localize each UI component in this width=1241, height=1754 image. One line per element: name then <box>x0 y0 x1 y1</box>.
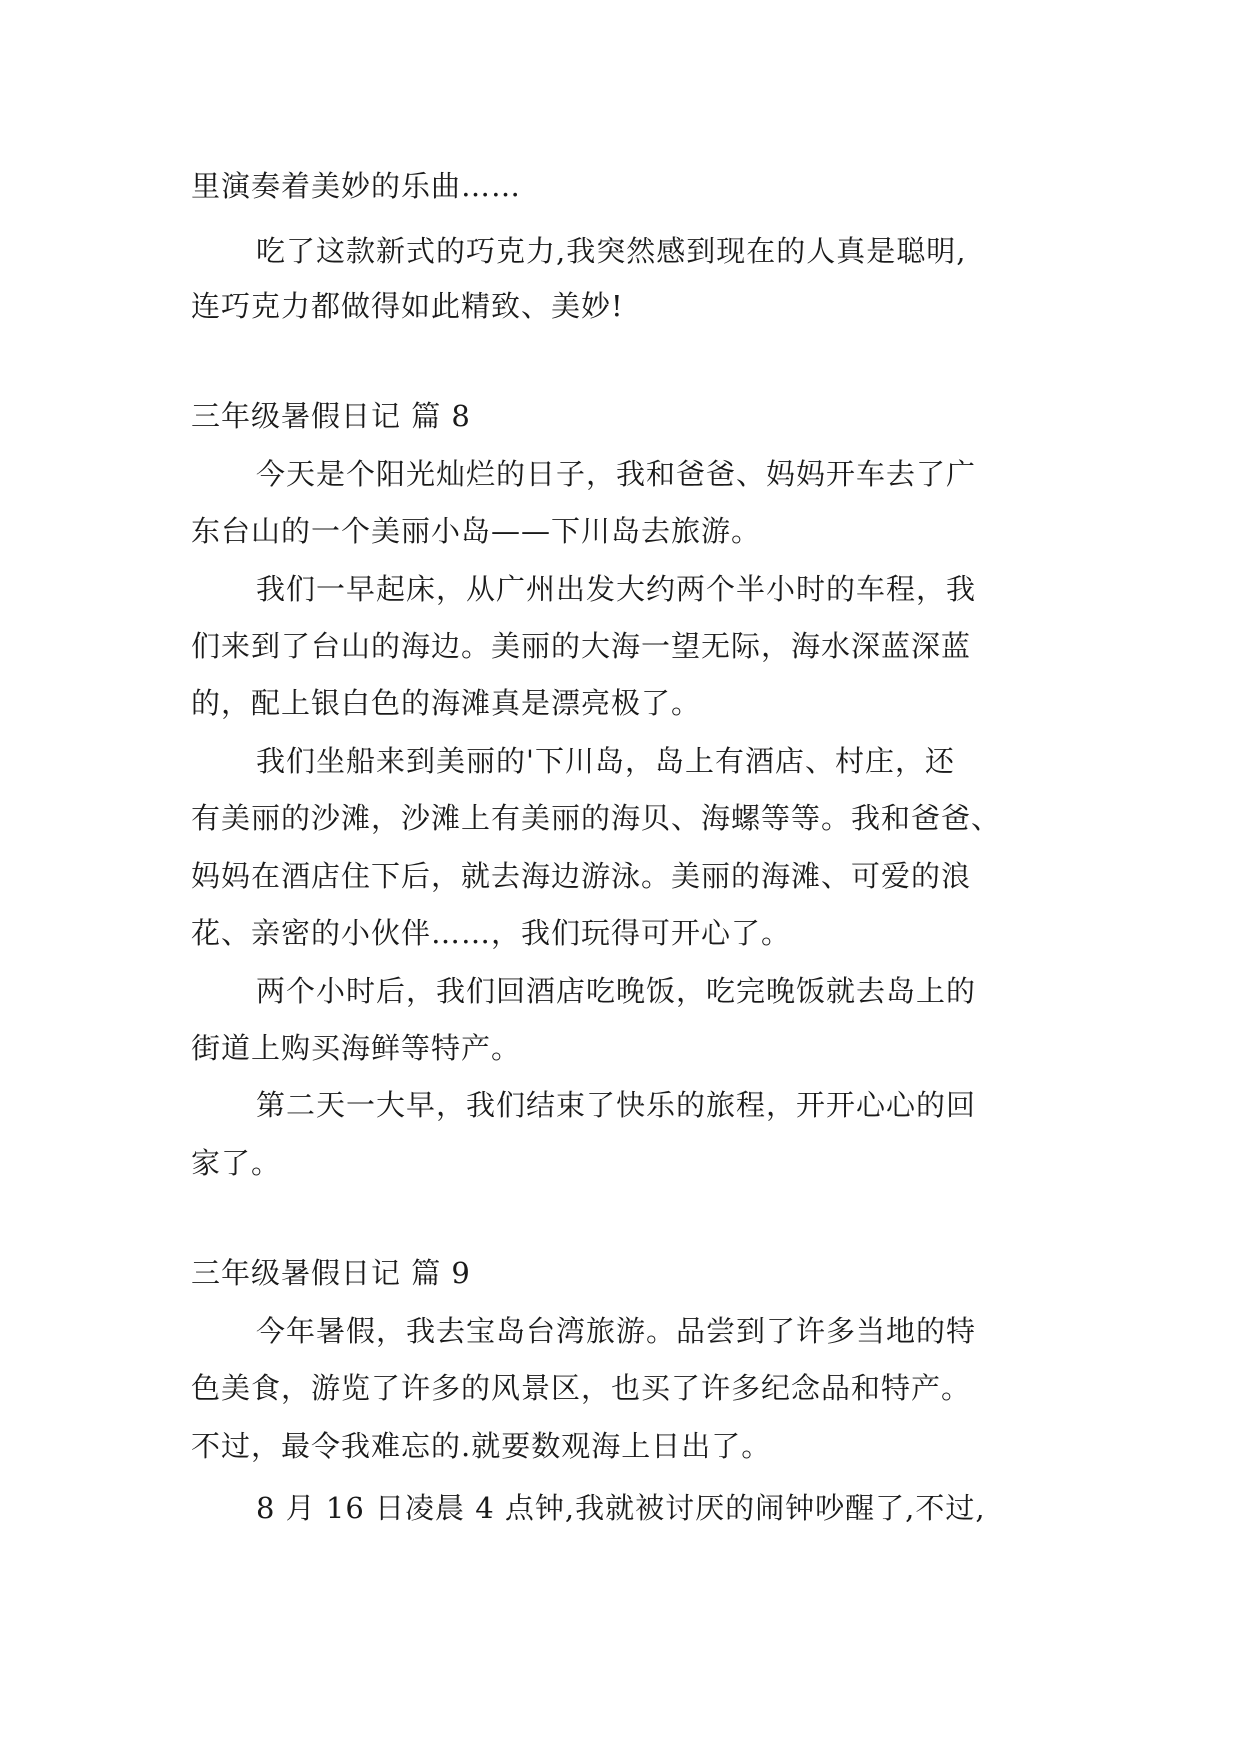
text-line: 不过，最令我难忘的.就要数观海上日出了。 <box>191 1429 772 1463</box>
text-line: 我们一早起床，从广州出发大约两个半小时的车程，我 <box>256 572 977 606</box>
text-line: 今天是个阳光灿烂的日子，我和爸爸、妈妈开车去了广 <box>256 457 977 491</box>
text-line: 们来到了台山的海边。美丽的大海一望无际，海水深蓝深蓝 <box>191 629 972 663</box>
text-line: 妈妈在酒店住下后，就去海边游泳。美丽的海滩、可爱的浪 <box>191 859 972 893</box>
text-line: 里演奏着美妙的乐曲…… <box>191 169 522 203</box>
text-line: 今年暑假，我去宝岛台湾旅游。品尝到了许多当地的特 <box>256 1314 977 1348</box>
section-heading: 三年级暑假日记 篇 9 <box>191 1256 471 1290</box>
section-heading: 三年级暑假日记 篇 8 <box>191 399 471 433</box>
text-line: 家了。 <box>191 1146 282 1180</box>
text-line: 东台山的一个美丽小岛——下川岛去旅游。 <box>191 514 762 548</box>
text-line: 有美丽的沙滩，沙滩上有美丽的海贝、海螺等等。我和爸爸、 <box>191 801 1002 835</box>
text-line: 8 月 16 日凌晨 4 点钟,我就被讨厌的闹钟吵醒了,不过, <box>256 1491 986 1525</box>
text-line: 两个小时后，我们回酒店吃晚饭，吃完晚饭就去岛上的 <box>256 974 977 1008</box>
text-line: 街道上购买海鲜等特产。 <box>191 1031 522 1065</box>
text-line: 吃了这款新式的巧克力,我突然感到现在的人真是聪明, <box>256 234 967 268</box>
text-line: 第二天一大早，我们结束了快乐的旅程，开开心心的回 <box>256 1088 977 1122</box>
text-line: 的，配上银白色的海滩真是漂亮极了。 <box>191 686 702 720</box>
text-line: 色美食，游览了许多的风景区，也买了许多纪念品和特产。 <box>191 1371 972 1405</box>
text-line: 连巧克力都做得如此精致、美妙! <box>191 289 624 323</box>
text-line: 我们坐船来到美丽的'下川岛，岛上有酒店、村庄，还 <box>256 744 955 778</box>
text-line: 花、亲密的小伙伴……，我们玩得可开心了。 <box>191 916 792 950</box>
